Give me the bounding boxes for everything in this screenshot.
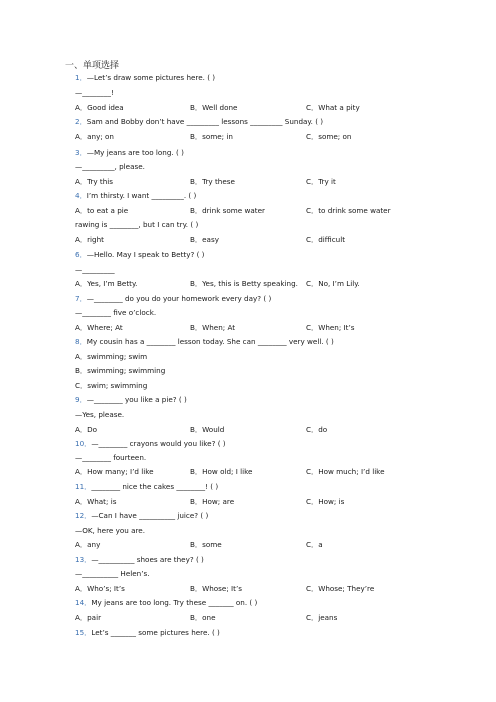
option-b[interactable]: B．Yes, this is Betty speaking. xyxy=(190,279,298,288)
question-number: 13． xyxy=(75,555,92,564)
option-a[interactable]: A．Do xyxy=(75,425,98,434)
option-b[interactable]: B．drink some water xyxy=(190,206,265,215)
option-a[interactable]: A．How many; I’d like xyxy=(75,467,154,476)
option-b[interactable]: B．easy xyxy=(190,235,219,244)
question-10-blank: —________ fourteen. xyxy=(75,453,147,462)
option-c[interactable]: C．Whose; They’re xyxy=(306,584,375,593)
question-14 xyxy=(75,598,257,608)
option-b[interactable]: B．some; in xyxy=(190,132,233,141)
option-a[interactable]: A．pair xyxy=(75,613,102,622)
option-b[interactable]: B．How; are xyxy=(190,497,235,506)
question-number: 11． xyxy=(75,482,92,491)
option-c[interactable]: C．do xyxy=(306,425,328,434)
option-c[interactable]: C．swim; swimming xyxy=(75,381,148,390)
question-stem: My jeans are too long. Try these _______ on. ( ) xyxy=(91,598,258,607)
question-6-blank: —_________ xyxy=(75,265,115,274)
option-b[interactable]: B．When; At xyxy=(190,323,236,332)
question-7-blank: —________ five o’clock. xyxy=(75,308,157,317)
question-12 xyxy=(75,511,208,521)
question-stem: —________ you like a pie? ( ) xyxy=(86,395,187,404)
question-stem: ________ nice the cakes ________! ( ) xyxy=(91,482,219,491)
option-a[interactable]: A．Who’s; It’s xyxy=(75,584,125,593)
option-b[interactable]: B．swimming; swimming xyxy=(75,366,166,375)
option-c[interactable]: C．No, I’m Lily. xyxy=(306,279,360,288)
question-number: 4． xyxy=(75,191,87,200)
question-stem: —Let’s draw some pictures here. ( ) xyxy=(86,73,216,82)
option-c[interactable]: C．jeans xyxy=(306,613,338,622)
question-number: 3． xyxy=(75,148,87,157)
question-4 xyxy=(75,191,196,201)
question-stem: —Can I have __________ juice? ( ) xyxy=(91,511,209,520)
option-a[interactable]: A．any xyxy=(75,540,101,549)
question-stem: My cousin has a ________ lesson today. She can ________ very well. ( ) xyxy=(86,337,334,346)
question-stem: —Hello. May I speak to Betty? ( ) xyxy=(86,250,205,259)
option-a[interactable]: A．Where; At xyxy=(75,323,123,332)
question-13-blank: —__________ Helen’s. xyxy=(75,569,150,578)
option-b[interactable]: B．one xyxy=(190,613,216,622)
question-number: 6． xyxy=(75,250,87,259)
option-b[interactable]: B．Whose; It’s xyxy=(190,584,243,593)
question-3 xyxy=(75,148,184,158)
question-number: 7． xyxy=(75,294,87,303)
option-c[interactable]: C．to drink some water xyxy=(306,206,391,215)
question-2 xyxy=(75,117,323,127)
option-b[interactable]: B．some xyxy=(190,540,222,549)
option-c[interactable]: C．a xyxy=(306,540,323,549)
question-stem: —My jeans are too long. ( ) xyxy=(86,148,184,157)
section-title: 一、单项选择 xyxy=(65,61,120,71)
question-stem: —__________ shoes are they? ( ) xyxy=(91,555,204,564)
question-10 xyxy=(75,439,226,449)
option-c[interactable]: C．difficult xyxy=(306,235,346,244)
question-9-blank: —Yes, please. xyxy=(75,410,125,419)
option-a[interactable]: A．Try this xyxy=(75,177,114,186)
question-11 xyxy=(75,482,218,492)
option-c[interactable]: C．How much; I’d like xyxy=(306,467,385,476)
question-number: 2． xyxy=(75,117,87,126)
question-1-blank: —________! xyxy=(75,88,114,97)
option-a[interactable]: A．to eat a pie xyxy=(75,206,129,215)
question-number: 14． xyxy=(75,598,92,607)
question-8 xyxy=(75,337,334,347)
question-1 xyxy=(75,73,215,83)
question-stem: I’m thirsty. I want _________. ( ) xyxy=(86,191,197,200)
question-number: 10． xyxy=(75,439,92,448)
option-c[interactable]: C．Try it xyxy=(306,177,336,186)
question-12-blank: —OK, here you are. xyxy=(75,526,146,535)
option-a[interactable]: A．Yes, I’m Betty. xyxy=(75,279,138,288)
question-number: 9． xyxy=(75,395,87,404)
question-number: 15． xyxy=(75,628,92,637)
question-6 xyxy=(75,250,204,260)
question-stem: Sam and Bobby don’t have _________ lessons _________ Sunday. ( ) xyxy=(86,117,324,126)
question-15 xyxy=(75,628,220,638)
question-13 xyxy=(75,555,204,565)
option-a[interactable]: A．right xyxy=(75,235,104,244)
option-c[interactable]: C．some; on xyxy=(306,132,352,141)
question-7 xyxy=(75,294,271,304)
question-stem: Let’s _______ some pictures here. ( ) xyxy=(91,628,220,637)
option-a[interactable]: A．Good idea xyxy=(75,103,124,112)
option-c[interactable]: C．When; It’s xyxy=(306,323,355,332)
question-5: rawing is ________, but I can try. ( ) xyxy=(75,220,199,229)
question-3-blank: —_________, please. xyxy=(75,162,145,171)
option-b[interactable]: B．Well done xyxy=(190,103,238,112)
option-b[interactable]: B．Try these xyxy=(190,177,235,186)
option-b[interactable]: B．Would xyxy=(190,425,225,434)
question-9 xyxy=(75,395,187,405)
question-stem: —________ crayons would you like? ( ) xyxy=(91,439,226,448)
question-number: 8． xyxy=(75,337,87,346)
option-a[interactable]: A．What; is xyxy=(75,497,117,506)
question-stem: —________ do you do your homework every day? ( ) xyxy=(86,294,272,303)
option-a[interactable]: A．swimming; swim xyxy=(75,352,148,361)
option-a[interactable]: A．any; on xyxy=(75,132,114,141)
option-c[interactable]: C．What a pity xyxy=(306,103,360,112)
question-number: 12． xyxy=(75,511,92,520)
option-b[interactable]: B．How old; I like xyxy=(190,467,253,476)
option-c[interactable]: C．How; is xyxy=(306,497,345,506)
question-number: 1． xyxy=(75,73,87,82)
